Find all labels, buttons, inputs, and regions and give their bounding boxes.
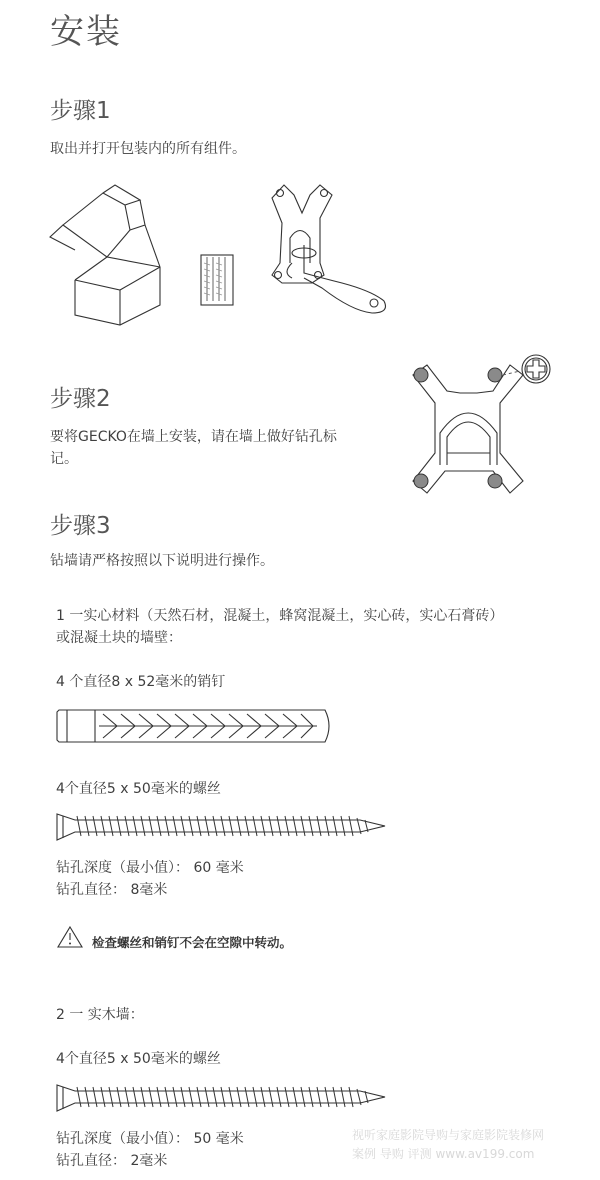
wood-diameter: 钻孔直径： 2毫米 (56, 1153, 168, 1169)
solid-wall-heading-line2: 或混凝土块的墙壁： (56, 630, 182, 646)
solid-diameter: 钻孔直径： 8毫米 (56, 882, 168, 898)
screw-icon (55, 1083, 395, 1113)
screw-icon (55, 812, 395, 842)
watermark-line2: 案例 导购 评测 www.av199.com (352, 1147, 535, 1161)
step2-text-line1: 要将GECKO在墙上安装，请在墙上做好钻孔标 (50, 429, 337, 445)
step2-text-line2: 记。 (50, 451, 78, 467)
page-title: 安装 (50, 12, 122, 52)
box-icon (45, 185, 175, 330)
warning-icon (57, 925, 85, 949)
wood-depth: 钻孔深度（最小值）： 50 毫米 (56, 1131, 244, 1147)
screws-icon (200, 253, 236, 313)
solid-depth: 钻孔深度（最小值）： 60 毫米 (56, 860, 244, 876)
wood-wall-heading: 2 一 实木墙： (56, 1007, 144, 1023)
screw-head-icon (520, 353, 554, 387)
watermark-line1: 视听家庭影院导购与家庭影院装修网 (352, 1128, 545, 1142)
step3-heading: 步骤3 (50, 513, 111, 539)
warning-text: 检查螺丝和销钉不会在空隙中转动。 (92, 935, 293, 950)
solid-wall-heading-line1: 1 一实心材料（天然石材，混凝土，蜂窝混凝土，实心砖，实心石膏砖） (56, 608, 504, 624)
step2-heading: 步骤2 (50, 386, 111, 412)
dowel-label: 4 个直径8 x 52毫米的销钉 (56, 674, 226, 690)
step1-text: 取出并打开包装内的所有组件。 (50, 141, 246, 157)
wood-screw-label: 4个直径5 x 50毫米的螺丝 (56, 1051, 221, 1067)
step1-heading: 步骤1 (50, 98, 111, 124)
mount-icon (262, 183, 394, 323)
dowel-icon (55, 708, 335, 744)
step3-text: 钻墙请严格按照以下说明进行操作。 (50, 553, 274, 569)
solid-screw-label: 4个直径5 x 50毫米的螺丝 (56, 781, 221, 797)
